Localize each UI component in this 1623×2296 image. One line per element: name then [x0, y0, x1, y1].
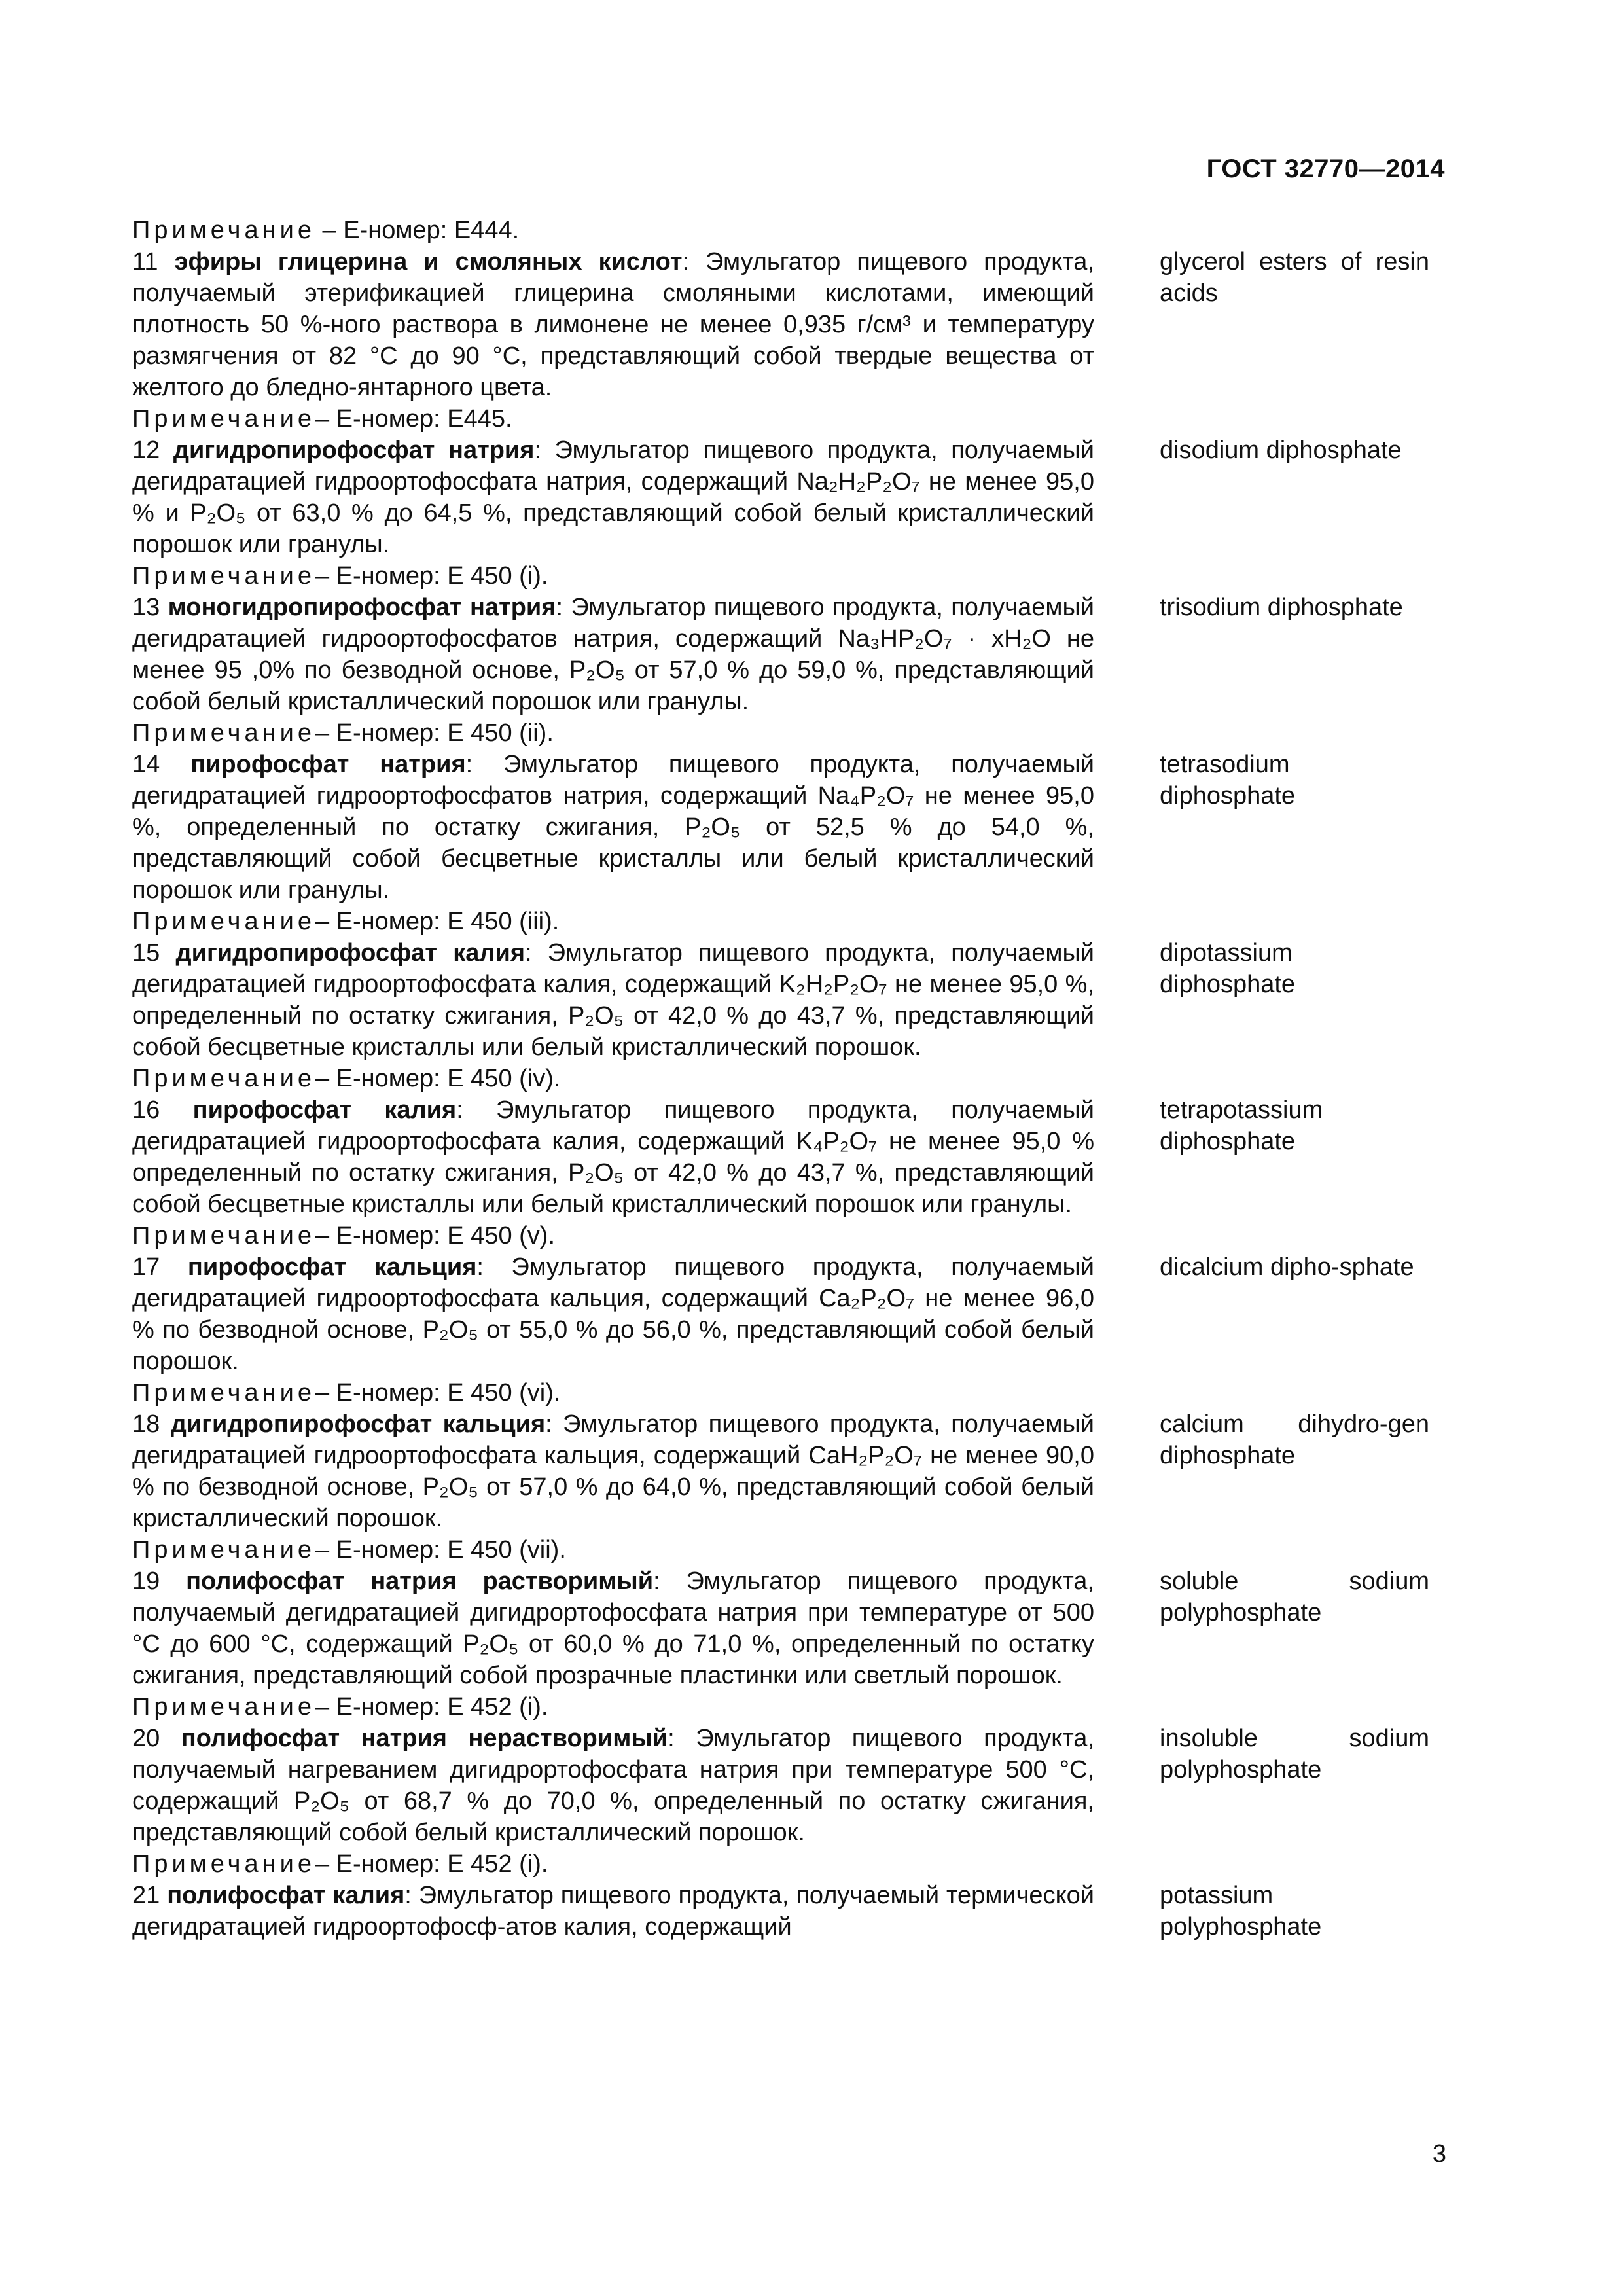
term-definition-text: : Эмульгатор пищевого продукта, получаемый термической дегидратацией гидроортофосф-атов калия, содержащий	[132, 1882, 1094, 1941]
term-entry	[132, 1408, 1441, 1534]
term-number: 21	[132, 1882, 160, 1909]
term-english-equivalent: dipotassium diphosphate	[1160, 939, 1296, 998]
term-number: 19	[132, 1568, 160, 1595]
term-english-equivalent: dicalcium dipho-sphate	[1160, 1253, 1414, 1281]
note-label: Примечание	[132, 217, 315, 244]
note	[132, 717, 1094, 749]
term-entry	[132, 435, 1441, 560]
note-text: – Е-номер: Е 450 (vi).	[315, 1379, 561, 1407]
note-text: – Е-номер: Е 450 (vii).	[315, 1536, 566, 1564]
term-number: 16	[132, 1096, 160, 1124]
term-definition-text: : Эмульгатор пищевого продукта, получаемый дегидратацией дигидрортофосфата натрия при температуре от 500 °С до 600 °С, содержащий P₂O₅ от 60,0 % до 71,0 %, определенный по остатку сжигания, представляющий собой прозрачные пластинки или светлый порошок.	[132, 1568, 1094, 1689]
terms-list	[132, 215, 1441, 1943]
note-label: Примечание	[132, 405, 315, 433]
note-label: Примечание	[132, 1065, 315, 1092]
term-number: 12	[132, 437, 160, 464]
term-definition-ru	[132, 937, 1094, 1063]
term-number: 13	[132, 594, 160, 621]
first-note	[132, 215, 1094, 246]
page-number: 3	[1432, 2140, 1446, 2168]
standard-header: ГОСТ 32770—2014	[1206, 154, 1445, 183]
term-definition-ru	[132, 1408, 1094, 1534]
term-english-equivalent: potassium polyphosphate	[1160, 1882, 1322, 1941]
term-definition-text: : Эмульгатор пищевого продукта, получаемый нагреванием дигидрортофосфата натрия при температуре 500 °С, содержащий P₂O₅ от 68,7 % до 70,0 %, определенный по остатку сжигания, представляющий собой белый кристаллический порошок.	[132, 1725, 1094, 1846]
note-text: – Е-номер: Е 450 (iv).	[315, 1065, 561, 1092]
term-definition-ru	[132, 435, 1094, 560]
note-label: Примечание	[132, 719, 315, 747]
note-label: Примечание	[132, 562, 315, 590]
term-name: эфиры глицерина и смоляных кислот	[174, 248, 683, 276]
term-definition-ru	[132, 1880, 1094, 1943]
term-english-equivalent: calcium dihydro-gen diphosphate	[1160, 1410, 1429, 1469]
note	[132, 1377, 1094, 1408]
term-definition-ru	[132, 1566, 1094, 1691]
note	[132, 403, 1094, 435]
term-number: 11	[132, 248, 158, 276]
term-definition-ru	[132, 1251, 1094, 1377]
term-number: 18	[132, 1410, 160, 1438]
note-label: Примечание	[132, 1536, 315, 1564]
term-number: 14	[132, 751, 160, 778]
term-entry	[132, 937, 1441, 1063]
term-definition-text: : Эмульгатор пищевого продукта, получаемый дегидратацией гидроортофосфата калия, содержащий K₂H₂P₂O₇ не менее 95,0 %, определенный по остатку сжигания, P₂O₅ от 42,0 % до 43,7 %, представляющий собой бесцветные кристаллы или белый кристаллический порошок.	[132, 939, 1095, 1061]
term-definition-text: : Эмульгатор пищевого продукта, получаемый дегидратацией гидроортофосфатов натрия, содержащий Na₄P₂O₇ не менее 95,0 %, определенный по остатку сжигания, P₂O₅ от 52,5 % до 54,0 %, представляющий собой бесцветные кристаллы или белый кристаллический порошок или гранулы.	[132, 751, 1094, 904]
note-text: – Е-номер: Е 452 (i).	[315, 1693, 548, 1721]
term-name: моногидропирофосфат натрия	[168, 594, 556, 621]
term-english-equivalent: glycerol esters of resin acids	[1160, 248, 1429, 307]
term-entry	[132, 246, 1441, 403]
note-text: – Е-номер: Е444.	[322, 217, 520, 244]
term-definition-text: : Эмульгатор пищевого продукта, получаемый дегидратацией гидроортофосфата натрия, содержащий Na₂H₂P₂O₇ не менее 95,0 % и P₂O₅ от 63,0 % до 64,5 %, представляющий собой белый кристаллический порошок или гранулы.	[132, 437, 1094, 558]
term-number: 15	[132, 939, 160, 967]
term-entry	[132, 1723, 1441, 1848]
term-entry	[132, 1251, 1441, 1377]
note-text: – Е-номер: Е 450 (iii).	[315, 908, 560, 935]
term-definition-ru	[132, 1723, 1094, 1848]
note-label: Примечание	[132, 1850, 315, 1878]
note	[132, 1063, 1094, 1094]
term-entry	[132, 592, 1441, 717]
note	[132, 906, 1094, 937]
term-english-equivalent: insoluble sodium polyphosphate	[1160, 1725, 1429, 1784]
note-text: – Е-номер: Е 450 (ii).	[315, 719, 554, 747]
term-definition-text: : Эмульгатор пищевого продукта, получаемый дегидратацией гидроортофосфата кальция, содержащий Ca₂P₂O₇ не менее 96,0 % по безводной основе, P₂O₅ от 55,0 % до 56,0 %, представляющий собой белый порошок.	[132, 1253, 1094, 1375]
note	[132, 560, 1094, 592]
note-label: Примечание	[132, 1379, 315, 1407]
term-name: пирофосфат калия	[192, 1096, 457, 1124]
term-definition-text: : Эмульгатор пищевого продукта, получаемый дегидратацией гидроортофосфата калия, содержащий K₄P₂O₇ не менее 95,0 % определенный по остатку сжигания, P₂O₅ от 42,0 % до 43,7 %, представляющий собой бесцветные кристаллы или белый кристаллический порошок или гранулы.	[132, 1096, 1094, 1218]
term-english-equivalent: soluble sodium polyphosphate	[1160, 1568, 1429, 1626]
term-number: 20	[132, 1725, 160, 1752]
term-entry	[132, 1094, 1441, 1220]
term-name: полифосфат натрия растворимый	[186, 1568, 654, 1595]
term-english-equivalent: tetrasodium diphosphate	[1160, 751, 1296, 810]
term-definition-text: : Эмульгатор пищевого продукта, получаемый дегидратацией гидроортофосфата кальция, содержащий CaH₂P₂O₇ не менее 90,0 % по безводной основе, P₂O₅ от 57,0 % до 64,0 %, представляющий собой белый кристаллический порошок.	[132, 1410, 1094, 1532]
term-definition-ru	[132, 592, 1094, 717]
term-english-equivalent: disodium diphosphate	[1160, 437, 1402, 464]
note	[132, 1691, 1094, 1723]
term-entry	[132, 1566, 1441, 1691]
term-definition-ru	[132, 246, 1094, 403]
term-entry	[132, 1880, 1441, 1943]
term-name: полифосфат натрия нерастворимый	[181, 1725, 668, 1752]
term-english-equivalent: trisodium diphosphate	[1160, 594, 1403, 621]
note-text: – Е-номер: Е 450 (i).	[315, 562, 548, 590]
term-definition-ru	[132, 749, 1094, 906]
note	[132, 1220, 1094, 1251]
note-text: – Е-номер: Е 450 (v).	[315, 1222, 555, 1249]
term-name: пирофосфат натрия	[190, 751, 466, 778]
term-name: дигидропирофосфат кальция	[170, 1410, 546, 1438]
term-definition-text: : Эмульгатор пищевого продукта, получаемый дегидратацией гидроортофосфатов натрия, содержащий Na₃HP₂O₇ · xH₂O не менее 95 ,0% по безводной основе, P₂O₅ от 57,0 % до 59,0 %, представляющий собой белый кристаллический порошок или гранулы.	[132, 594, 1094, 715]
note-label: Примечание	[132, 1693, 315, 1721]
note	[132, 1534, 1094, 1566]
term-name: дигидропирофосфат натрия	[173, 437, 535, 464]
term-entry	[132, 749, 1441, 906]
term-name: пирофосфат кальция	[187, 1253, 477, 1281]
term-english-equivalent: tetrapotassium diphosphate	[1160, 1096, 1323, 1155]
note-label: Примечание	[132, 908, 315, 935]
term-number: 17	[132, 1253, 160, 1281]
term-name: дигидропирофосфат калия	[175, 939, 526, 967]
note-text: – Е-номер: Е445.	[315, 405, 512, 433]
note	[132, 1848, 1094, 1880]
note-label: Примечание	[132, 1222, 315, 1249]
term-definition-text: : Эмульгатор пищевого продукта, получаемый этерификацией глицерина смоляными кислотами, имеющий плотность 50 %-ного раствора в лимонене не менее 0,935 г/см³ и температуру размягчения от 82 °С до 90 °С, представляющий собой твердые вещества от желтого до бледно-янтарного цвета.	[132, 248, 1094, 401]
term-name: полифосфат калия	[167, 1882, 405, 1909]
note-text: – Е-номер: Е 452 (i).	[315, 1850, 548, 1878]
term-definition-ru	[132, 1094, 1094, 1220]
